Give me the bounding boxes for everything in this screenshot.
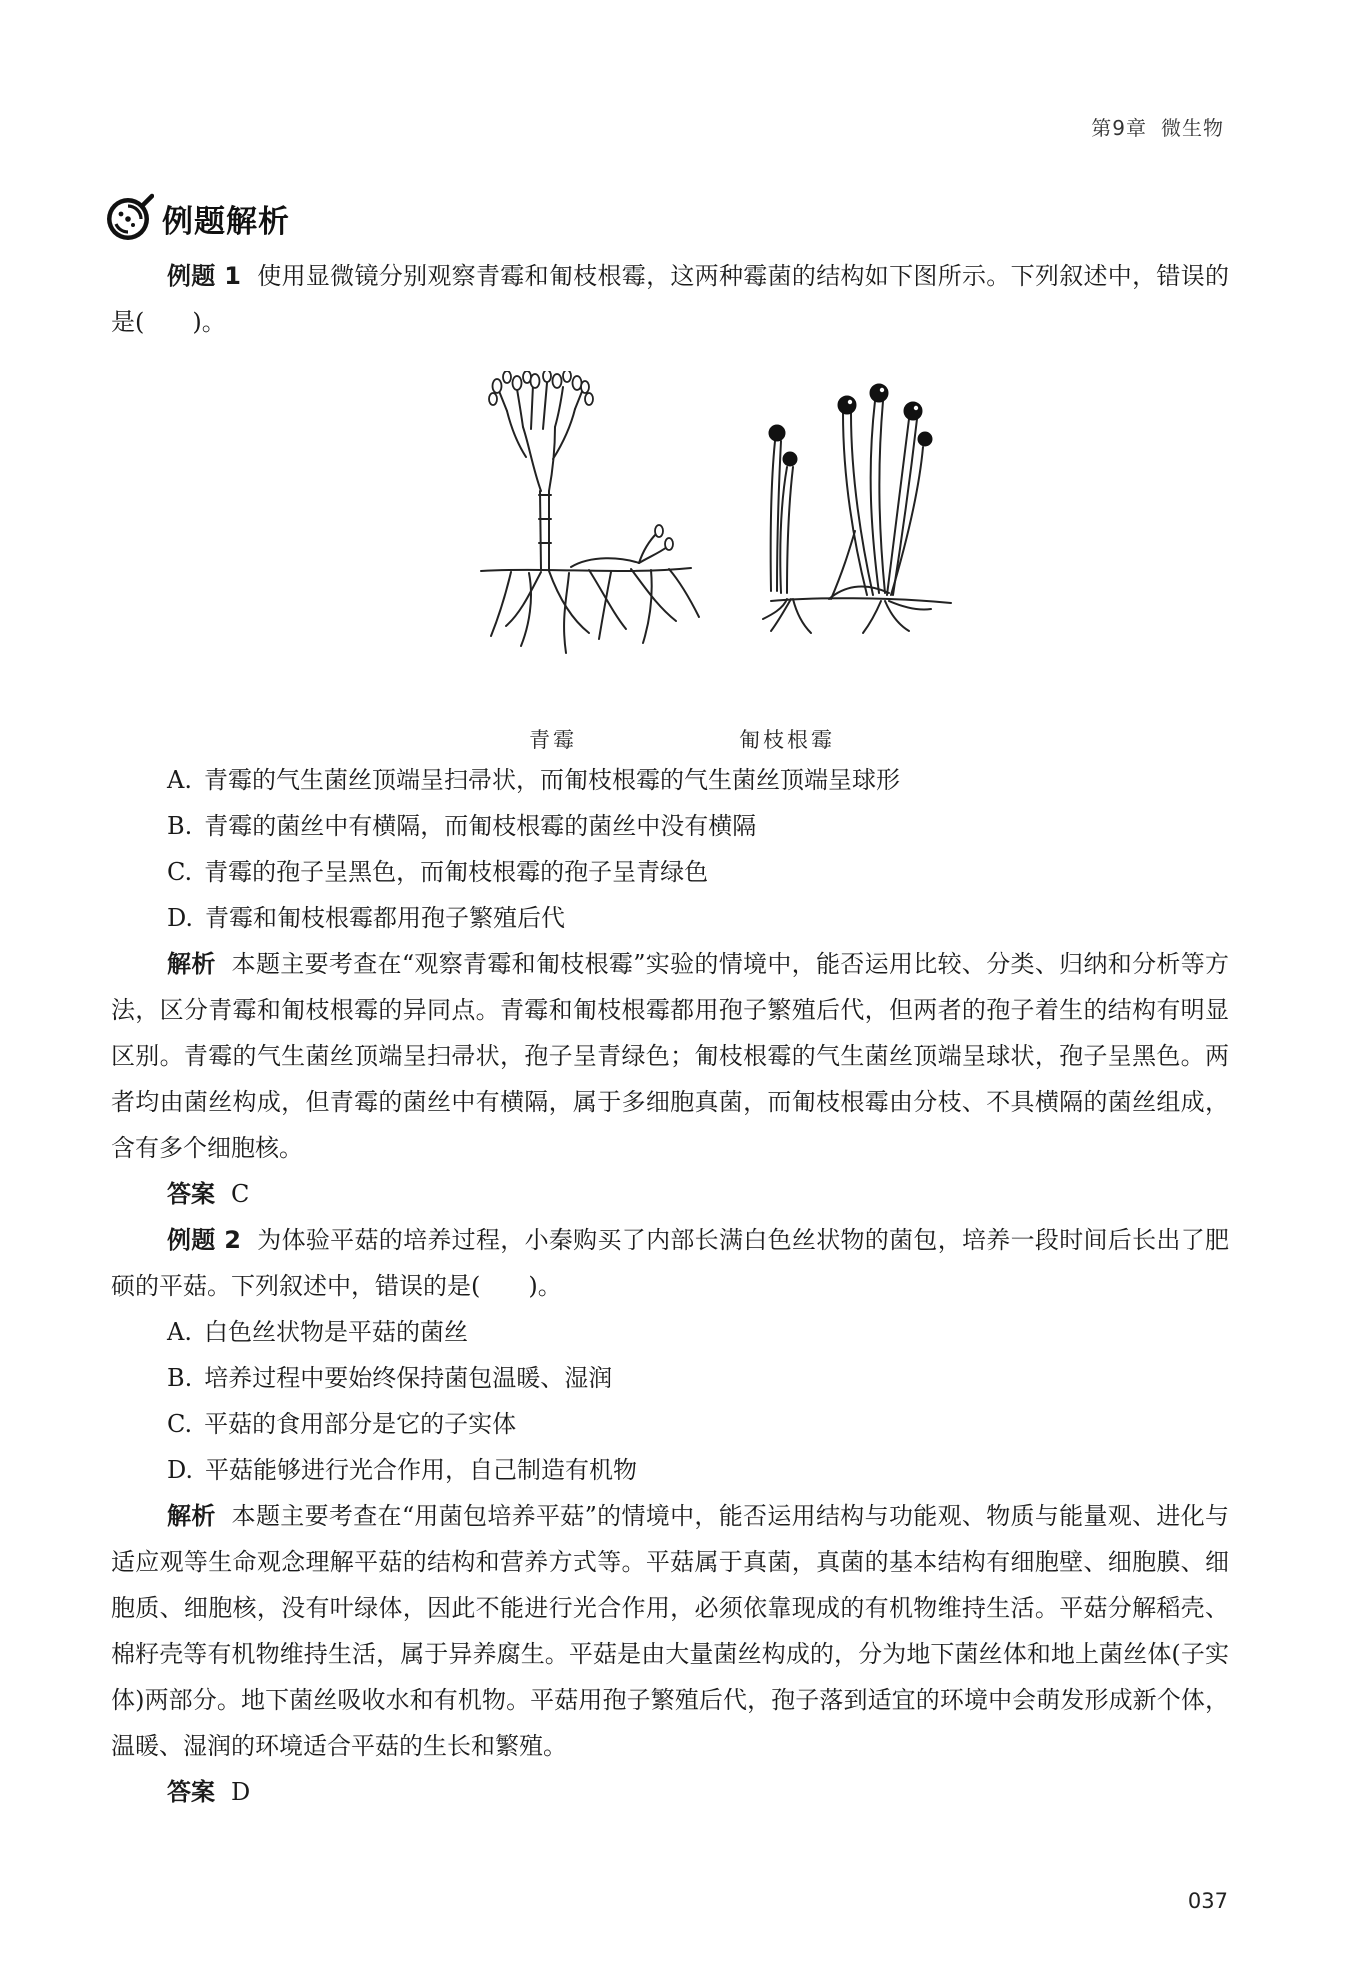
answer-label: 答案: [167, 1778, 215, 1806]
caption-rhizopus: 匍枝根霉: [739, 728, 835, 752]
example-2-question-text: 为体验平菇的培养过程，小秦购买了内部长满白色丝状物的菌包，培养一段时间后长出了肥硕的平菇。下列叙述中，错误的是( )。: [111, 1226, 1230, 1300]
penicillium-drawing: [481, 383, 699, 653]
example-2-question: [111, 1217, 1229, 1309]
option-text: 青霉的气生菌丝顶端呈扫帚状，而匍枝根霉的气生菌丝顶端呈球形: [203, 766, 900, 794]
analysis-text: 本题主要考查在“用菌包培养平菇”的情境中，能否运用结构与功能观、物质与能量观、进化与适应观等生命观念理解平菇的结构和营养方式等。平菇属于真菌，真菌的基本结构有细胞壁、细胞膜、细胞质、细胞核，没有叶绿体，因此不能进行光合作用，必须依靠现成的有机物维持生活。平菇分解稻壳、棉籽壳等有机物维持生活，属于异养腐生。平菇是由大量菌丝构成的，分为地下菌丝体和地上菌丝体(子实体)两部分。地下菌丝吸收水和有机物。平菇用孢子繁殖后代，孢子落到适宜的环境中会萌发形成新个体，温暖、湿润的环境适合平菇的生长和繁殖。: [111, 1502, 1230, 1760]
mold-illustration: [471, 371, 991, 661]
magnifier-icon: [104, 193, 154, 243]
option-letter: B.: [167, 1364, 193, 1392]
example-2-answer: [111, 1769, 1229, 1815]
analysis-label: 解析: [167, 950, 216, 978]
example-1-option-b: [111, 803, 1229, 849]
option-letter: C.: [167, 1410, 193, 1438]
example-2-option-d: [111, 1447, 1229, 1493]
page-content: [111, 253, 1229, 1815]
example-1-answer: [111, 1171, 1229, 1217]
section-title: 例题解析: [162, 203, 290, 240]
option-text: 青霉和匍枝根霉都用孢子繁殖后代: [205, 904, 566, 932]
option-text: 青霉的菌丝中有横隔，而匍枝根霉的菌丝中没有横隔: [204, 812, 757, 840]
example-2-option-a: [111, 1309, 1229, 1355]
example-2-option-b: [111, 1355, 1229, 1401]
option-text: 白色丝状物是平菇的菌丝: [203, 1318, 468, 1346]
example-1-option-d: [111, 895, 1229, 941]
analysis-text: 本题主要考查在“观察青霉和匍枝根霉”实验的情境中，能否运用比较、分类、归纳和分析等方法，区分青霉和匍枝根霉的异同点。青霉和匍枝根霉都用孢子繁殖后代，但两者的孢子着生的结构有明显区别。青霉的气生菌丝顶端呈扫帚状，孢子呈青绿色；匍枝根霉的气生菌丝顶端呈球状，孢子呈黑色。两者均由菌丝构成，但青霉的菌丝中有横隔，属于多细胞真菌，而匍枝根霉由分枝、不具横隔的菌丝组成，含有多个细胞核。: [111, 950, 1230, 1162]
caption-penicillium: 青霉: [529, 728, 577, 752]
example-1-question: [111, 253, 1229, 345]
example-2-analysis: [111, 1493, 1229, 1769]
section-heading: [104, 193, 290, 243]
chapter-number: 第9章: [1091, 116, 1147, 140]
example-1-label: 例题 1: [167, 262, 241, 290]
chapter-topic: 微生物: [1161, 116, 1224, 140]
option-letter: A.: [167, 766, 192, 794]
answer-label: 答案: [167, 1180, 215, 1208]
option-text: 青霉的孢子呈黑色，而匍枝根霉的孢子呈青绿色: [204, 858, 709, 886]
option-letter: A.: [167, 1318, 192, 1346]
example-2-label: 例题 2: [167, 1226, 241, 1254]
penicillium-spores: [489, 371, 673, 550]
option-letter: B.: [167, 812, 193, 840]
mold-figure: [111, 349, 1229, 757]
example-1-option-a: [111, 757, 1229, 803]
option-text: 培养过程中要始终保持菌包温暖、湿润: [204, 1364, 613, 1392]
option-letter: C.: [167, 858, 193, 886]
example-1-question-text: 使用显微镜分别观察青霉和匍枝根霉，这两种霉菌的结构如下图所示。下列叙述中，错误的是( )。: [111, 262, 1230, 336]
analysis-label: 解析: [167, 1502, 216, 1530]
example-1-analysis: [111, 941, 1229, 1171]
answer-value: D: [231, 1778, 251, 1806]
page-number: 037: [1187, 1889, 1228, 1913]
answer-value: C: [231, 1180, 250, 1208]
option-text: 平菇的食用部分是它的子实体: [204, 1410, 517, 1438]
option-letter: D.: [167, 904, 194, 932]
running-header: [1091, 112, 1224, 141]
option-text: 平菇能够进行光合作用，自己制造有机物: [205, 1456, 638, 1484]
option-letter: D.: [167, 1456, 194, 1484]
example-2-option-c: [111, 1401, 1229, 1447]
example-1-option-c: [111, 849, 1229, 895]
